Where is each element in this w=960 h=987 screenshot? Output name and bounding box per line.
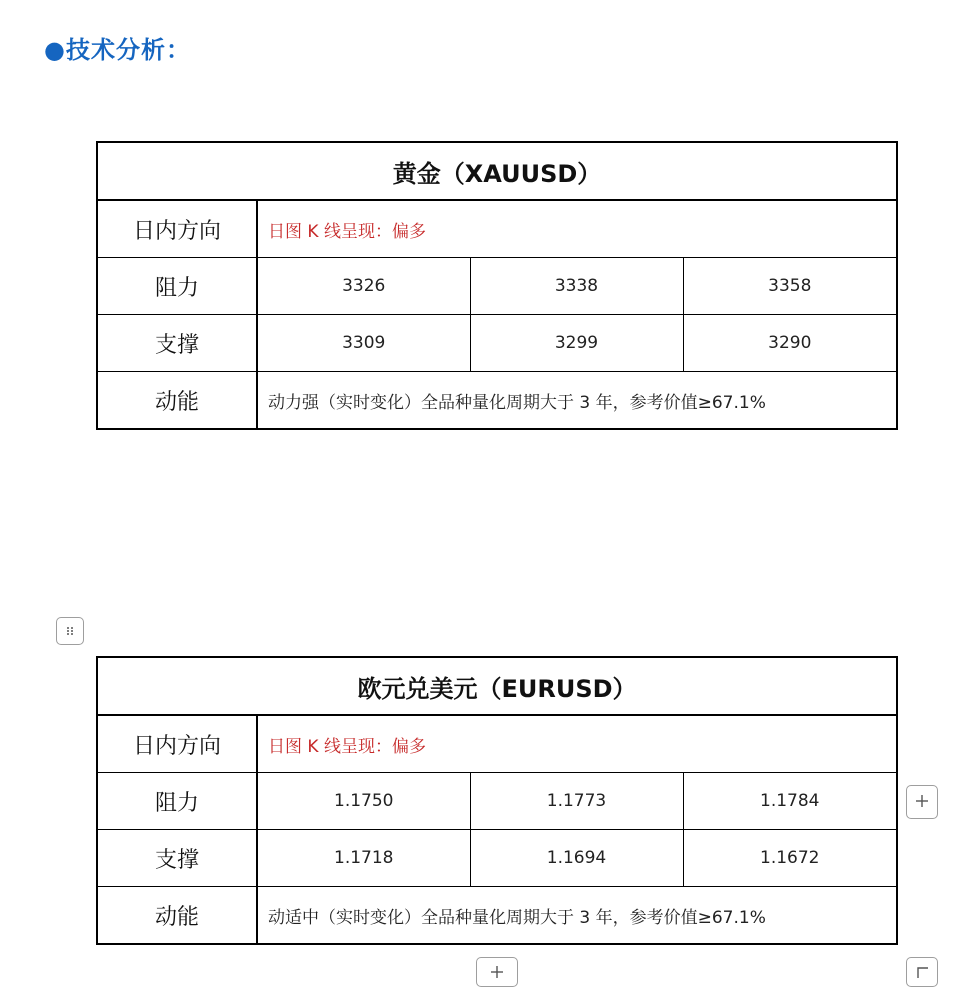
table-row bbox=[97, 258, 897, 315]
direction-value[interactable]: 日图 K 线呈现：偏多 bbox=[257, 200, 897, 258]
support-value[interactable]: 1.1694 bbox=[470, 830, 683, 887]
resistance-label[interactable]: 阻力 bbox=[97, 258, 257, 315]
support-label[interactable]: 支撑 bbox=[97, 315, 257, 372]
support-label[interactable]: 支撑 bbox=[97, 830, 257, 887]
section-heading: ●技术分析： bbox=[44, 36, 191, 64]
resistance-label[interactable]: 阻力 bbox=[97, 773, 257, 830]
table-title-row bbox=[97, 142, 897, 200]
table-row bbox=[97, 715, 897, 773]
table-row bbox=[97, 200, 897, 258]
table-row bbox=[97, 887, 897, 945]
resistance-value[interactable]: 3358 bbox=[683, 258, 897, 315]
support-value[interactable]: 1.1672 bbox=[683, 830, 897, 887]
table-row bbox=[97, 830, 897, 887]
direction-label[interactable]: 日内方向 bbox=[97, 200, 257, 258]
resistance-value[interactable]: 3326 bbox=[257, 258, 470, 315]
plus-icon bbox=[915, 793, 929, 812]
add-column-button[interactable] bbox=[906, 785, 938, 819]
direction-value[interactable]: 日图 K 线呈现：偏多 bbox=[257, 715, 897, 773]
table-title[interactable]: 欧元兑美元（EURUSD） bbox=[97, 657, 897, 715]
momentum-label[interactable]: 动能 bbox=[97, 372, 257, 430]
add-row-button[interactable] bbox=[476, 957, 518, 987]
direction-label[interactable]: 日内方向 bbox=[97, 715, 257, 773]
support-value[interactable]: 3309 bbox=[257, 315, 470, 372]
drag-grip-icon bbox=[65, 626, 75, 636]
gold-analysis-table bbox=[96, 141, 898, 430]
resistance-value[interactable]: 1.1784 bbox=[683, 773, 897, 830]
resistance-value[interactable]: 1.1750 bbox=[257, 773, 470, 830]
support-value[interactable]: 1.1718 bbox=[257, 830, 470, 887]
resize-corner-icon bbox=[915, 964, 929, 983]
drag-handle-button[interactable] bbox=[56, 617, 84, 645]
resistance-value[interactable]: 3338 bbox=[470, 258, 683, 315]
support-value[interactable]: 3299 bbox=[470, 315, 683, 372]
table-title-row bbox=[97, 657, 897, 715]
table-row bbox=[97, 315, 897, 372]
momentum-value[interactable]: 动力强（实时变化）全品种量化周期大于 3 年，参考价值≥67.1% bbox=[257, 372, 897, 430]
resistance-value[interactable]: 1.1773 bbox=[470, 773, 683, 830]
support-value[interactable]: 3290 bbox=[683, 315, 897, 372]
momentum-value[interactable]: 动适中（实时变化）全品种量化周期大于 3 年，参考价值≥67.1% bbox=[257, 887, 897, 945]
plus-icon bbox=[490, 964, 504, 983]
table-row bbox=[97, 773, 897, 830]
table-title[interactable]: 黄金（XAUUSD） bbox=[97, 142, 897, 200]
eurusd-analysis-table bbox=[96, 656, 898, 945]
momentum-label[interactable]: 动能 bbox=[97, 887, 257, 945]
table-row bbox=[97, 372, 897, 430]
resize-handle-button[interactable] bbox=[906, 957, 938, 987]
